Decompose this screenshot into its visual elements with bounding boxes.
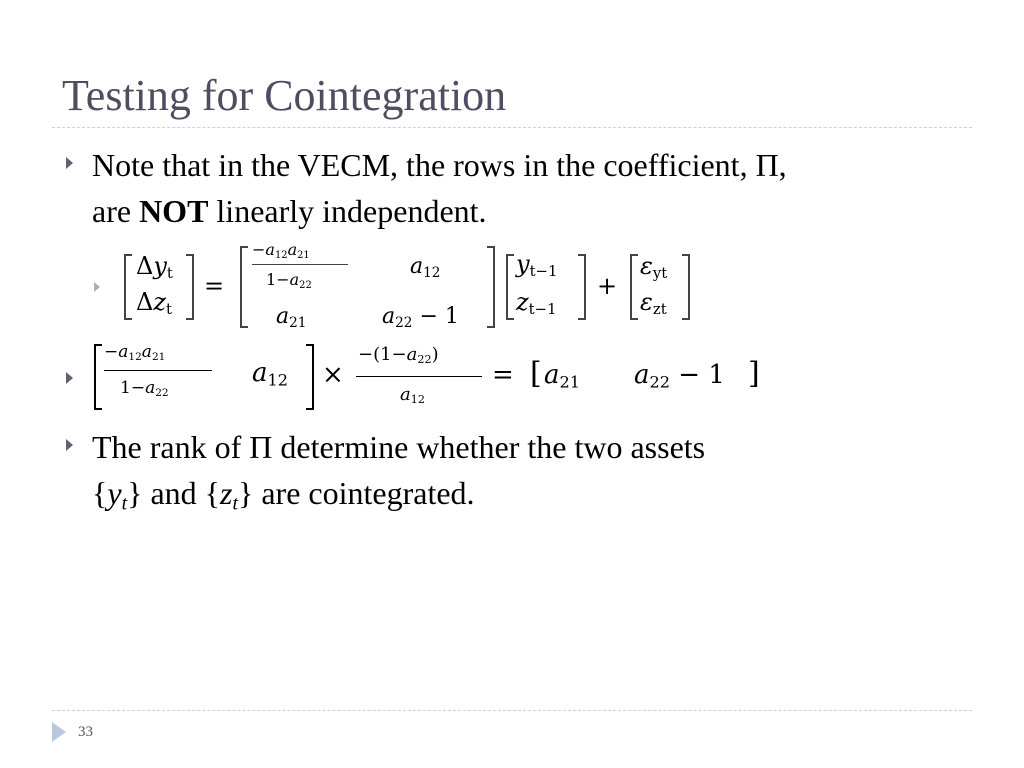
times-sign: × — [322, 360, 344, 390]
bracket-close: ] — [748, 356, 760, 391]
vec-z: $z_{t-1}$ — [516, 288, 557, 319]
bullet-1-bold: NOT — [139, 193, 209, 229]
bullet-1-post: linearly independent. — [208, 193, 487, 229]
vec-y: $y_{t-1}$ — [516, 250, 558, 281]
r1-den: $1-a_{22}$ — [120, 378, 169, 399]
res-2: $a_{22} - 1$ — [634, 360, 725, 392]
bracket-open: [ — [530, 356, 542, 391]
m22: $a_{22} - 1$ — [382, 304, 459, 331]
r1-num: $-a_{12}a_{21}$ — [104, 342, 166, 363]
bullet-icon — [66, 439, 73, 451]
bullet-3-end: are cointegrated. — [261, 475, 475, 511]
m11-den: $1-a_{22}$ — [266, 270, 312, 291]
res-1: $a_{21}$ — [544, 360, 581, 392]
equals-sign: = — [492, 360, 514, 390]
err-y: $\varepsilon_{yt}$ — [640, 252, 668, 283]
bracket-left — [94, 344, 102, 410]
equals-sign: = — [204, 272, 225, 300]
lhs-dz: $\Delta z_t$ — [136, 288, 172, 319]
fraction-line — [356, 376, 482, 377]
slide-title: Testing for Cointegration — [62, 71, 507, 120]
r2: $a_{12}$ — [252, 358, 289, 390]
footer-arrow-icon — [52, 722, 66, 742]
bullet-1-pre: are — [92, 193, 140, 229]
plus-sign: + — [597, 272, 618, 300]
set-z: $\{z_t\}$ — [204, 475, 254, 515]
bullet-1-line-1: Note that in the VECM, the rows in the coefficient, Π, — [92, 147, 787, 183]
footer-divider — [52, 710, 972, 711]
set-y: $\{y_t\}$ — [92, 475, 143, 515]
m11-num: $-a_{12}a_{21}$ — [252, 240, 310, 261]
page-number: 33 — [78, 724, 93, 740]
bullet-3-and: and — [150, 475, 197, 511]
bracket-right — [306, 344, 314, 410]
err-z: $\varepsilon_{zt}$ — [640, 288, 667, 319]
m12: $a_{12}$ — [410, 254, 441, 281]
bullet-3-line-2 — [92, 470, 475, 527]
lhs-dy: $\Delta y_t$ — [136, 252, 173, 283]
mult-den: $a_{12}$ — [400, 384, 425, 407]
bullet-3-line-1: The rank of Π determine whether the two assets — [92, 429, 706, 465]
m21: $a_{21}$ — [276, 304, 307, 331]
fraction-line — [104, 370, 212, 371]
mult-num: $-(1-a_{22})$ — [358, 344, 439, 367]
